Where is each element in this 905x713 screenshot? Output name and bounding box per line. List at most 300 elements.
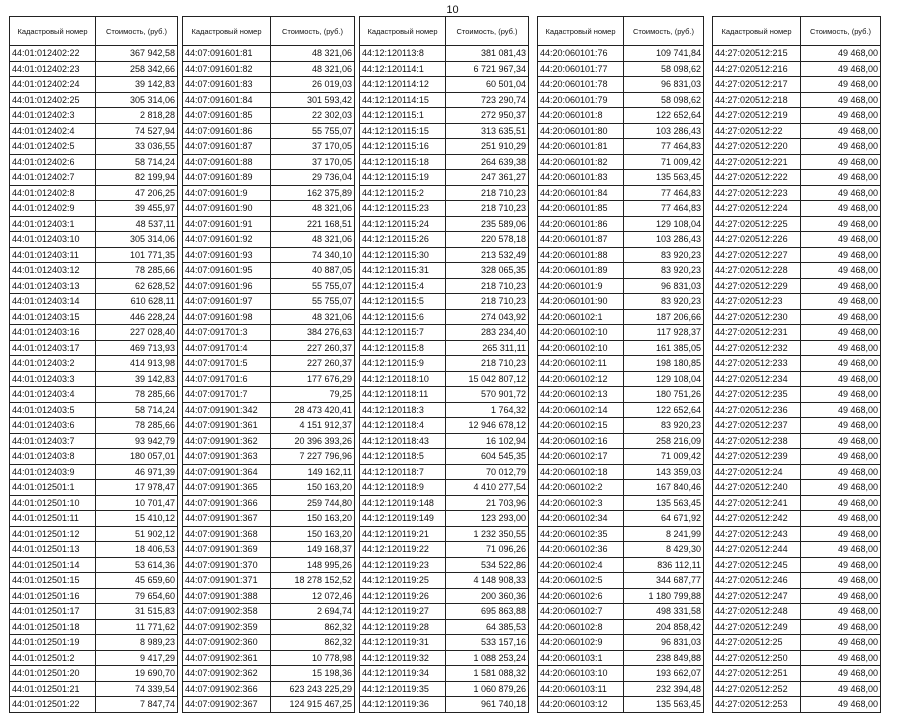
- cost-cell: 218 710,23: [446, 294, 529, 310]
- cost-cell: 77 464,83: [624, 139, 704, 155]
- cadastral-number-cell: 44:12:120119:34: [360, 666, 446, 682]
- cadastral-number-cell: 44:07:091601:82: [183, 61, 271, 77]
- table-row: [360, 309, 529, 325]
- cost-cell: 49 468,00: [801, 356, 881, 372]
- table-row: [10, 356, 178, 372]
- table-row: [713, 387, 881, 403]
- cost-cell: 1 232 350,55: [446, 526, 529, 542]
- cost-cell: 167 840,46: [624, 480, 704, 496]
- cadastral-number-cell: 44:07:091901:371: [183, 573, 271, 589]
- cost-cell: 258 216,09: [624, 433, 704, 449]
- table-column-3: [359, 16, 529, 713]
- cadastral-number-cell: 44:01:012501:14: [10, 557, 96, 573]
- cost-cell: 218 710,23: [446, 185, 529, 201]
- cadastral-number-cell: 44:07:091901:365: [183, 480, 271, 496]
- table-row: [360, 387, 529, 403]
- table-row: [538, 418, 704, 434]
- cadastral-number-cell: 44:20:060101:78: [538, 77, 624, 93]
- cost-cell: 93 942,79: [96, 433, 178, 449]
- table-row: [10, 61, 178, 77]
- cadastral-number-cell: 44:01:012501:20: [10, 666, 96, 682]
- cost-cell: 162 375,89: [271, 185, 355, 201]
- cost-cell: 305 314,06: [96, 232, 178, 248]
- cost-cell: 723 290,74: [446, 92, 529, 108]
- table-row: [360, 278, 529, 294]
- cadastral-number-cell: 44:12:120115:15: [360, 123, 446, 139]
- table-row: [538, 480, 704, 496]
- table-row: [360, 511, 529, 527]
- cadastral-number-cell: 44:20:060102:10: [538, 340, 624, 356]
- cost-cell: 74 527,94: [96, 123, 178, 139]
- cost-cell: 238 849,88: [624, 650, 704, 666]
- cost-cell: 328 065,35: [446, 263, 529, 279]
- table-row: [538, 604, 704, 620]
- table-row: [538, 46, 704, 62]
- table-row: [183, 340, 355, 356]
- cadastral-number-cell: 44:01:012501:21: [10, 681, 96, 697]
- table-row: [538, 464, 704, 480]
- cadastral-table: [537, 16, 704, 713]
- cost-cell: 28 473 420,41: [271, 402, 355, 418]
- cadastral-number-cell: 44:01:012402:23: [10, 61, 96, 77]
- cadastral-number-cell: 44:27:020512:221: [713, 154, 801, 170]
- table-row: [10, 418, 178, 434]
- table-row: [183, 681, 355, 697]
- header-cost: Стоимость, (руб.): [96, 17, 178, 46]
- cost-cell: 37 170,05: [271, 139, 355, 155]
- table-row: [183, 433, 355, 449]
- table-row: [10, 480, 178, 496]
- cost-cell: 446 228,24: [96, 309, 178, 325]
- table-row: [360, 697, 529, 713]
- table-row: [713, 185, 881, 201]
- cost-cell: 7 847,74: [96, 697, 178, 713]
- table-row: [713, 123, 881, 139]
- cadastral-number-cell: 44:12:120115:16: [360, 139, 446, 155]
- cost-cell: 49 468,00: [801, 511, 881, 527]
- cadastral-number-cell: 44:20:060101:88: [538, 247, 624, 263]
- table-row: [10, 573, 178, 589]
- cost-cell: 272 950,37: [446, 108, 529, 124]
- cost-cell: 49 468,00: [801, 61, 881, 77]
- table-row: [183, 232, 355, 248]
- table-row: [183, 449, 355, 465]
- cadastral-number-cell: 44:07:091901:388: [183, 588, 271, 604]
- cost-cell: 103 286,43: [624, 123, 704, 139]
- cost-cell: 11 771,62: [96, 619, 178, 635]
- cadastral-number-cell: 44:20:060101:82: [538, 154, 624, 170]
- cost-cell: 22 302,03: [271, 108, 355, 124]
- cost-cell: 78 285,66: [96, 387, 178, 403]
- cost-cell: 414 913,98: [96, 356, 178, 372]
- table-row: [360, 325, 529, 341]
- cost-cell: 49 468,00: [801, 681, 881, 697]
- cost-cell: 64 385,53: [446, 619, 529, 635]
- cost-cell: 79,25: [271, 387, 355, 403]
- cadastral-number-cell: 44:20:060102:12: [538, 371, 624, 387]
- cadastral-number-cell: 44:27:020512:251: [713, 666, 801, 682]
- table-row: [10, 340, 178, 356]
- cadastral-number-cell: 44:01:012403:16: [10, 325, 96, 341]
- cadastral-number-cell: 44:01:012403:11: [10, 247, 96, 263]
- table-row: [10, 201, 178, 217]
- cost-cell: 177 676,29: [271, 371, 355, 387]
- cost-cell: 49 468,00: [801, 557, 881, 573]
- cost-cell: 26 019,03: [271, 77, 355, 93]
- cadastral-number-cell: 44:01:012402:25: [10, 92, 96, 108]
- cadastral-number-cell: 44:20:060103:1: [538, 650, 624, 666]
- cost-cell: 1 764,32: [446, 402, 529, 418]
- table-row: [183, 402, 355, 418]
- cost-cell: 469 713,93: [96, 340, 178, 356]
- table-column-2: [182, 16, 355, 713]
- cadastral-number-cell: 44:27:020512:232: [713, 340, 801, 356]
- table-row: [713, 573, 881, 589]
- cost-cell: 961 740,18: [446, 697, 529, 713]
- cost-cell: 49 468,00: [801, 619, 881, 635]
- header-cadastral: Кадастровый номер: [360, 17, 446, 46]
- table-row: [713, 681, 881, 697]
- table-row: [183, 666, 355, 682]
- table-row: [183, 619, 355, 635]
- table-row: [538, 495, 704, 511]
- cadastral-number-cell: 44:12:120115:9: [360, 356, 446, 372]
- cost-cell: 150 163,20: [271, 511, 355, 527]
- table-row: [183, 77, 355, 93]
- cost-cell: 218 710,23: [446, 278, 529, 294]
- cost-cell: 39 142,83: [96, 77, 178, 93]
- cost-cell: 220 578,18: [446, 232, 529, 248]
- table-row: [360, 201, 529, 217]
- table-row: [538, 666, 704, 682]
- cadastral-number-cell: 44:27:020512:237: [713, 418, 801, 434]
- cadastral-number-cell: 44:01:012501:17: [10, 604, 96, 620]
- table-row: [10, 92, 178, 108]
- cadastral-number-cell: 44:01:012402:3: [10, 108, 96, 124]
- cadastral-number-cell: 44:12:120119:26: [360, 588, 446, 604]
- cadastral-number-cell: 44:20:060101:79: [538, 92, 624, 108]
- cost-cell: 49 468,00: [801, 697, 881, 713]
- cadastral-number-cell: 44:27:020512:233: [713, 356, 801, 372]
- table-row: [538, 263, 704, 279]
- table-row: [360, 666, 529, 682]
- cadastral-number-cell: 44:20:060102:14: [538, 402, 624, 418]
- cadastral-number-cell: 44:07:091601:85: [183, 108, 271, 124]
- cost-cell: 49 468,00: [801, 170, 881, 186]
- header-cadastral: Кадастровый номер: [538, 17, 624, 46]
- cadastral-number-cell: 44:27:020512:227: [713, 247, 801, 263]
- cost-cell: 117 928,37: [624, 325, 704, 341]
- cost-cell: 49 468,00: [801, 573, 881, 589]
- cost-cell: 51 902,12: [96, 526, 178, 542]
- cost-cell: 40 887,05: [271, 263, 355, 279]
- cadastral-number-cell: 44:20:060101:84: [538, 185, 624, 201]
- table-row: [360, 77, 529, 93]
- cost-cell: 604 545,35: [446, 449, 529, 465]
- cost-cell: 1 581 088,32: [446, 666, 529, 682]
- table-row: [538, 619, 704, 635]
- table-row: [360, 263, 529, 279]
- cadastral-number-cell: 44:01:012501:11: [10, 511, 96, 527]
- cost-cell: 15 198,36: [271, 666, 355, 682]
- table-row: [360, 340, 529, 356]
- cadastral-number-cell: 44:12:120115:5: [360, 294, 446, 310]
- cadastral-number-cell: 44:07:091601:98: [183, 309, 271, 325]
- cadastral-number-cell: 44:07:091901:366: [183, 495, 271, 511]
- table-row: [713, 449, 881, 465]
- cost-cell: 46 971,39: [96, 464, 178, 480]
- cadastral-number-cell: 44:27:020512:224: [713, 201, 801, 217]
- cost-cell: 7 227 796,96: [271, 449, 355, 465]
- cost-cell: 200 360,36: [446, 588, 529, 604]
- table-row: [713, 278, 881, 294]
- table-row: [183, 480, 355, 496]
- cadastral-number-cell: 44:27:020512:238: [713, 433, 801, 449]
- page-number: 10: [446, 4, 459, 16]
- cost-cell: 15 042 807,12: [446, 371, 529, 387]
- cost-cell: 135 563,45: [624, 170, 704, 186]
- cadastral-number-cell: 44:27:020512:247: [713, 588, 801, 604]
- table-row: [538, 216, 704, 232]
- table-row: [713, 418, 881, 434]
- cadastral-number-cell: 44:20:060101:81: [538, 139, 624, 155]
- cadastral-number-cell: 44:07:091601:88: [183, 154, 271, 170]
- cadastral-number-cell: 44:27:020512:234: [713, 371, 801, 387]
- table-row: [713, 697, 881, 713]
- cost-cell: 193 662,07: [624, 666, 704, 682]
- cadastral-number-cell: 44:20:060101:85: [538, 201, 624, 217]
- cadastral-number-cell: 44:12:120119:149: [360, 511, 446, 527]
- table-row: [183, 650, 355, 666]
- cost-cell: 39 142,83: [96, 371, 178, 387]
- table-row: [538, 139, 704, 155]
- cadastral-number-cell: 44:27:020512:220: [713, 139, 801, 155]
- cost-cell: 123 293,00: [446, 511, 529, 527]
- table-row: [360, 247, 529, 263]
- cost-cell: 96 831,03: [624, 77, 704, 93]
- cadastral-number-cell: 44:07:091601:91: [183, 216, 271, 232]
- cost-cell: 218 710,23: [446, 356, 529, 372]
- table-row: [10, 278, 178, 294]
- table-row: [713, 650, 881, 666]
- cost-cell: 49 468,00: [801, 309, 881, 325]
- table-row: [538, 278, 704, 294]
- cadastral-number-cell: 44:27:020512:22: [713, 123, 801, 139]
- cost-cell: 49 468,00: [801, 604, 881, 620]
- table-row: [183, 139, 355, 155]
- table-row: [538, 340, 704, 356]
- table-row: [538, 371, 704, 387]
- cadastral-number-cell: 44:07:091601:92: [183, 232, 271, 248]
- cost-cell: 77 464,83: [624, 185, 704, 201]
- cadastral-number-cell: 44:20:060101:86: [538, 216, 624, 232]
- cadastral-number-cell: 44:20:060101:90: [538, 294, 624, 310]
- table-row: [360, 650, 529, 666]
- cadastral-number-cell: 44:20:060102:8: [538, 619, 624, 635]
- cadastral-number-cell: 44:20:060103:11: [538, 681, 624, 697]
- cost-cell: 1 060 879,26: [446, 681, 529, 697]
- table-row: [538, 526, 704, 542]
- table-row: [360, 542, 529, 558]
- cadastral-number-cell: 44:07:091902:358: [183, 604, 271, 620]
- cost-cell: 8 241,99: [624, 526, 704, 542]
- table-row: [713, 604, 881, 620]
- cost-cell: 283 234,40: [446, 325, 529, 341]
- cost-cell: 129 108,04: [624, 216, 704, 232]
- cost-cell: 251 910,29: [446, 139, 529, 155]
- cost-cell: 265 311,11: [446, 340, 529, 356]
- cadastral-number-cell: 44:12:120115:8: [360, 340, 446, 356]
- table-row: [183, 495, 355, 511]
- cadastral-number-cell: 44:01:012402:8: [10, 185, 96, 201]
- cost-cell: 149 162,11: [271, 464, 355, 480]
- table-row: [10, 139, 178, 155]
- cadastral-number-cell: 44:12:120114:15: [360, 92, 446, 108]
- cadastral-number-cell: 44:12:120113:8: [360, 46, 446, 62]
- cadastral-number-cell: 44:01:012501:13: [10, 542, 96, 558]
- cadastral-number-cell: 44:27:020512:231: [713, 325, 801, 341]
- cadastral-number-cell: 44:12:120115:23: [360, 201, 446, 217]
- cost-cell: 4 151 912,37: [271, 418, 355, 434]
- cost-cell: 135 563,45: [624, 697, 704, 713]
- cadastral-number-cell: 44:20:060102:17: [538, 449, 624, 465]
- table-row: [183, 511, 355, 527]
- cadastral-number-cell: 44:27:020512:25: [713, 635, 801, 651]
- table-row: [10, 185, 178, 201]
- cadastral-number-cell: 44:01:012403:3: [10, 371, 96, 387]
- table-row: [538, 92, 704, 108]
- cost-cell: 232 394,48: [624, 681, 704, 697]
- table-row: [538, 588, 704, 604]
- table-row: [183, 185, 355, 201]
- cost-cell: 259 744,80: [271, 495, 355, 511]
- cadastral-number-cell: 44:12:120115:31: [360, 263, 446, 279]
- cadastral-number-cell: 44:07:091601:95: [183, 263, 271, 279]
- cost-cell: 49 468,00: [801, 650, 881, 666]
- cost-cell: 4 410 277,54: [446, 480, 529, 496]
- cost-cell: 150 163,20: [271, 480, 355, 496]
- cost-cell: 60 501,04: [446, 77, 529, 93]
- cost-cell: 79 654,60: [96, 588, 178, 604]
- table-row: [713, 495, 881, 511]
- cost-cell: 78 285,66: [96, 418, 178, 434]
- cost-cell: 124 915 467,25: [271, 697, 355, 713]
- table-row: [360, 573, 529, 589]
- cost-cell: 49 468,00: [801, 495, 881, 511]
- cost-cell: 49 468,00: [801, 666, 881, 682]
- header-cadastral: Кадастровый номер: [10, 17, 96, 46]
- cadastral-number-cell: 44:01:012402:5: [10, 139, 96, 155]
- cost-cell: 1 180 799,88: [624, 588, 704, 604]
- cadastral-number-cell: 44:12:120115:4: [360, 278, 446, 294]
- cadastral-number-cell: 44:07:091701:5: [183, 356, 271, 372]
- cadastral-number-cell: 44:20:060102:16: [538, 433, 624, 449]
- cost-cell: 8 429,30: [624, 542, 704, 558]
- cost-cell: 235 589,06: [446, 216, 529, 232]
- cost-cell: 12 072,46: [271, 588, 355, 604]
- cadastral-number-cell: 44:07:091601:97: [183, 294, 271, 310]
- cadastral-number-cell: 44:07:091901:361: [183, 418, 271, 434]
- cadastral-number-cell: 44:12:120118:43: [360, 433, 446, 449]
- cadastral-number-cell: 44:20:060102:15: [538, 418, 624, 434]
- table-row: [10, 588, 178, 604]
- cost-cell: 49 468,00: [801, 123, 881, 139]
- header-cadastral: Кадастровый номер: [713, 17, 801, 46]
- cost-cell: 10 778,98: [271, 650, 355, 666]
- table-row: [360, 170, 529, 186]
- cadastral-number-cell: 44:27:020512:253: [713, 697, 801, 713]
- table-row: [360, 433, 529, 449]
- cost-cell: 9 417,29: [96, 650, 178, 666]
- cadastral-number-cell: 44:27:020512:219: [713, 108, 801, 124]
- cost-cell: 498 331,58: [624, 604, 704, 620]
- table-row: [360, 216, 529, 232]
- cadastral-number-cell: 44:07:091901:369: [183, 542, 271, 558]
- cadastral-number-cell: 44:07:091701:3: [183, 325, 271, 341]
- table-row: [713, 108, 881, 124]
- table-row: [183, 371, 355, 387]
- cadastral-table: [712, 16, 881, 713]
- table-row: [183, 201, 355, 217]
- cost-cell: 33 036,55: [96, 139, 178, 155]
- table-row: [360, 123, 529, 139]
- cadastral-number-cell: 44:01:012402:24: [10, 77, 96, 93]
- cost-cell: 58 714,24: [96, 402, 178, 418]
- table-column-1: [9, 16, 178, 713]
- table-row: [10, 495, 178, 511]
- table-row: [183, 588, 355, 604]
- cadastral-number-cell: 44:20:060102:9: [538, 635, 624, 651]
- cost-cell: 534 522,86: [446, 557, 529, 573]
- table-row: [713, 542, 881, 558]
- cost-cell: 862,32: [271, 619, 355, 635]
- cadastral-number-cell: 44:01:012403:1: [10, 216, 96, 232]
- table-row: [713, 464, 881, 480]
- cost-cell: 204 858,42: [624, 619, 704, 635]
- table-row: [10, 371, 178, 387]
- cadastral-table: [359, 16, 529, 713]
- cadastral-number-cell: 44:20:060102:11: [538, 356, 624, 372]
- cost-cell: 836 112,11: [624, 557, 704, 573]
- cadastral-number-cell: 44:12:120115:30: [360, 247, 446, 263]
- cadastral-number-cell: 44:20:060102:3: [538, 495, 624, 511]
- cost-cell: 31 515,83: [96, 604, 178, 620]
- header-cost: Стоимость, (руб.): [271, 17, 355, 46]
- cost-cell: 274 043,92: [446, 309, 529, 325]
- cadastral-number-cell: 44:07:091901:362: [183, 433, 271, 449]
- cadastral-number-cell: 44:12:120118:10: [360, 371, 446, 387]
- cost-cell: 305 314,06: [96, 92, 178, 108]
- cadastral-number-cell: 44:20:060102:36: [538, 542, 624, 558]
- table-row: [538, 387, 704, 403]
- cadastral-number-cell: 44:20:060101:9: [538, 278, 624, 294]
- cadastral-number-cell: 44:07:091701:6: [183, 371, 271, 387]
- cadastral-number-cell: 44:01:012403:13: [10, 278, 96, 294]
- table-row: [183, 542, 355, 558]
- table-row: [10, 46, 178, 62]
- cost-cell: 623 243 225,29: [271, 681, 355, 697]
- cadastral-number-cell: 44:27:020512:246: [713, 573, 801, 589]
- cadastral-number-cell: 44:20:060101:80: [538, 123, 624, 139]
- cadastral-number-cell: 44:01:012402:6: [10, 154, 96, 170]
- cost-cell: 49 468,00: [801, 232, 881, 248]
- cost-cell: 49 468,00: [801, 480, 881, 496]
- cadastral-number-cell: 44:12:120119:31: [360, 635, 446, 651]
- table-row: [10, 123, 178, 139]
- cadastral-number-cell: 44:07:091601:9: [183, 185, 271, 201]
- table-row: [538, 681, 704, 697]
- table-row: [10, 309, 178, 325]
